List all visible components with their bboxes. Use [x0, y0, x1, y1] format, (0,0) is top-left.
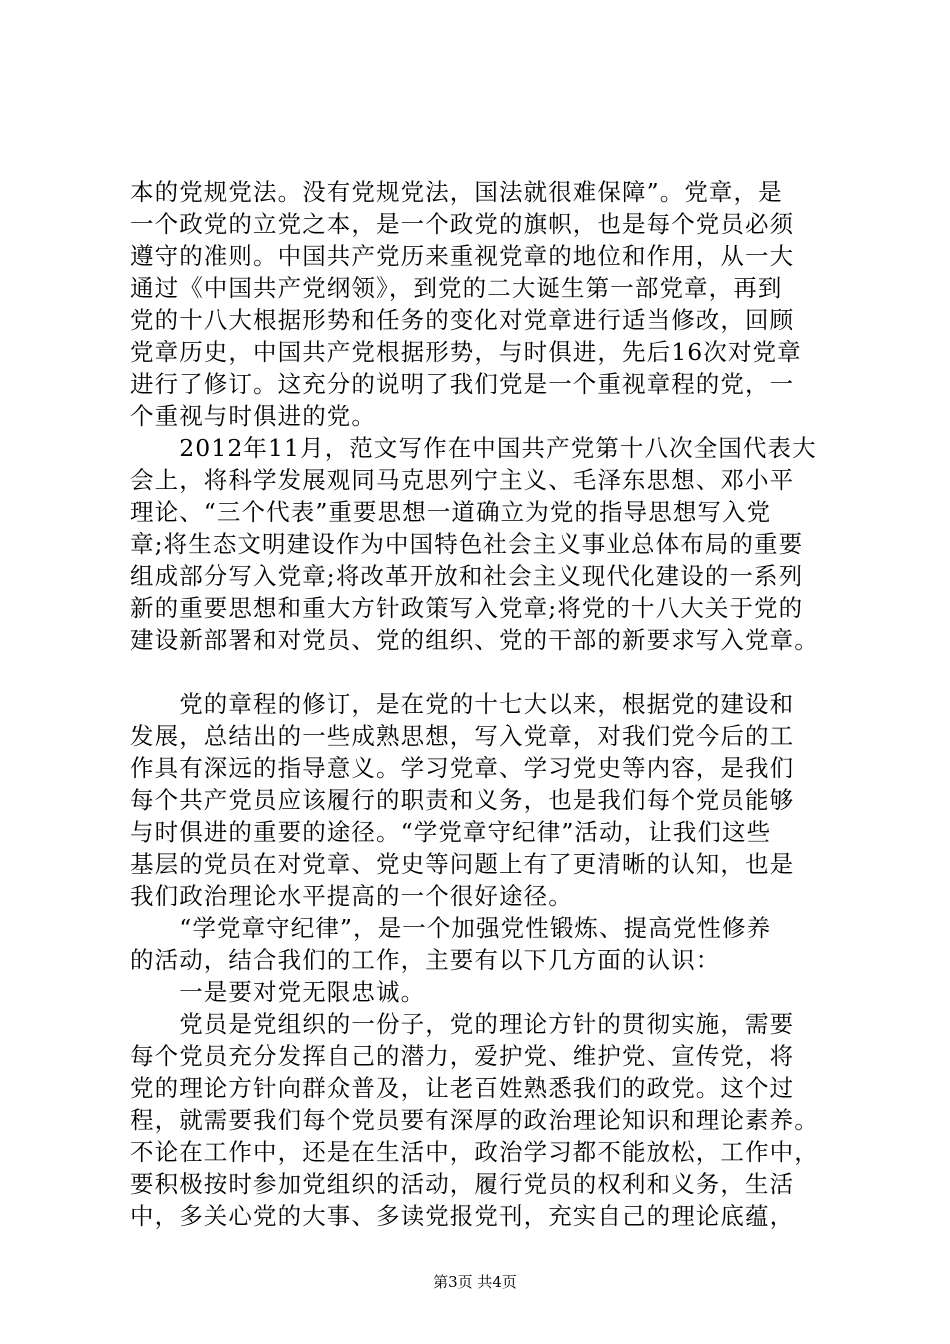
text-line: 组成部分写入党章;将改革开放和社会主义现代化建设的一系列: [130, 562, 804, 590]
text-line: 中，多关心党的大事、多读党报党刊，充实自己的理论底蕴，: [130, 1202, 795, 1230]
text-line: 要积极按时参加党组织的活动，履行党员的权利和义务，生活: [130, 1170, 795, 1198]
text-line: 一个政党的立党之本，是一个政党的旗帜，也是每个党员必须: [130, 210, 795, 238]
page-footer: 第3页 共4页: [433, 1273, 517, 1291]
text-line: 党的十八大根据形势和任务的变化对党章进行适当修改，回顾: [130, 306, 795, 334]
text-line: 我们政治理论水平提高的一个很好途径。: [130, 882, 573, 910]
text-line: “学党章守纪律”，是一个加强党性锻炼、提高党性修养: [130, 914, 772, 942]
text-line: 遵守的准则。中国共产党历来重视党章的地位和作用，从一大: [130, 242, 795, 270]
body-text: [130, 176, 850, 1232]
text-line: 一是要对党无限忠诚。: [130, 978, 426, 1006]
text-line: 新的重要思想和重大方针政策写入党章;将党的十八大关于党的: [130, 594, 804, 622]
text-line: 发展，总结出的一些成熟思想，写入党章，对我们党今后的工: [130, 722, 795, 750]
text-line: 每个党员充分发挥自己的潜力，爱护党、维护党、宣传党，将: [130, 1042, 795, 1070]
text-line: 基层的党员在对党章、党史等问题上有了更清晰的认知，也是: [130, 850, 795, 878]
text-line: 2012年11月，范文写作在中国共产党第十八次全国代表大: [130, 434, 817, 462]
text-line: 党的章程的修订，是在党的十七大以来，根据党的建设和: [130, 690, 795, 718]
text-line: 作具有深远的指导意义。学习党章、学习党史等内容，是我们: [130, 754, 795, 782]
text-line: 通过《中国共产党纲领》，到党的二大诞生第一部党章，再到: [130, 274, 783, 302]
text-line: 党章历史，中国共产党根据形势，与时俱进，先后16次对党章: [130, 338, 802, 366]
text-line: 章;将生态文明建设作为中国特色社会主义事业总体布局的重要: [130, 530, 804, 558]
text-line: 党员是党组织的一份子，党的理论方针的贯彻实施，需要: [130, 1010, 795, 1038]
text-line: 程，就需要我们每个党员要有深厚的政治理论知识和理论素养。: [130, 1106, 819, 1134]
text-line: 与时俱进的重要的途径。“学党章守纪律”活动，让我们这些: [130, 818, 772, 846]
text-line: 每个共产党员应该履行的职责和义务，也是我们每个党员能够: [130, 786, 795, 814]
text-line: 进行了修订。这充分的说明了我们党是一个重视章程的党，一: [130, 370, 795, 398]
text-line: 不论在工作中，还是在生活中，政治学习都不能放松，工作中，: [130, 1138, 819, 1166]
text-line: 的活动，结合我们的工作，主要有以下几方面的认识：: [130, 946, 721, 974]
text-line: 建设新部署和对党员、党的组织、党的干部的新要求写入党章。: [130, 626, 819, 654]
blank-line: [130, 656, 850, 688]
text-line: 个重视与时俱进的党。: [130, 402, 376, 430]
text-line: 本的党规党法。没有党规党法，国法就很难保障”。党章，是: [130, 178, 783, 206]
text-line: 理论、“三个代表”重要思想一道确立为党的指导思想写入党: [130, 498, 772, 526]
text-line: 党的理论方针向群众普及，让老百姓熟悉我们的政党。这个过: [130, 1074, 795, 1102]
text-line: 会上，将科学发展观同马克思列宁主义、毛泽东思想、邓小平: [130, 466, 795, 494]
